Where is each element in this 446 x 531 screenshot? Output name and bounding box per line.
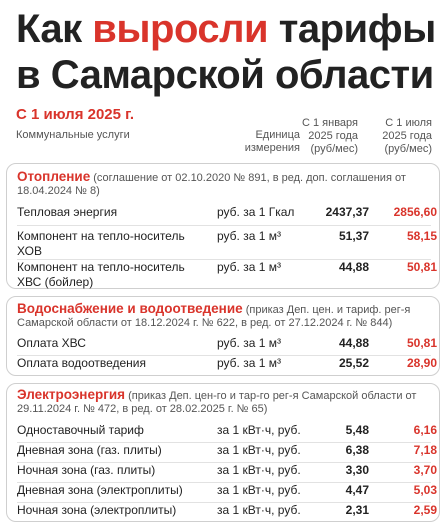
row-label: Дневная зона (электроплиты) [17, 483, 183, 497]
table-row [17, 229, 437, 258]
row-july: 50,81 [406, 260, 437, 274]
table-row [17, 503, 437, 521]
row-january: 2437,37 [325, 205, 369, 219]
title-part2: тарифы в Самарской области [16, 7, 436, 97]
row-january: 44,88 [338, 336, 369, 350]
row-unit: руб. за 1 Гкал [217, 205, 295, 219]
section-name: Отопление [17, 169, 91, 184]
row-july: 2856,60 [393, 205, 437, 219]
row-unit: руб. за 1 м³ [217, 229, 281, 243]
section-note: (приказ Деп. цен-го и тар-го рег-я Самарской области от 29.11.2024 г. № 472, в ред. от 28.02.2025 г. № 65) [17, 390, 417, 415]
row-label: Компонент на тепло-носитель ХВС (бойлер) [17, 260, 185, 289]
row-label: Компонент на тепло-носитель ХОВ [17, 229, 185, 258]
row-july: 6,16 [413, 423, 437, 437]
row-july: 50,81 [406, 336, 437, 350]
row-unit: за 1 кВт·ч, руб. [217, 483, 301, 497]
table-row [17, 483, 437, 501]
section-heading [17, 170, 435, 198]
table-row [17, 463, 437, 481]
row-july: 28,90 [406, 356, 437, 370]
row-unit: за 1 кВт·ч, руб. [217, 423, 301, 437]
table-row [17, 356, 437, 374]
row-july: 2,59 [413, 503, 437, 517]
row-january: 2,31 [345, 503, 369, 517]
row-label: Оплата водоотведения [17, 356, 146, 370]
divider [17, 225, 431, 226]
header-unit: Единица измерения [244, 129, 300, 154]
row-label: Дневная зона (газ. плиты) [17, 443, 162, 457]
row-january: 25,52 [338, 356, 369, 370]
row-label: Ночная зона (электроплиты) [17, 503, 177, 517]
row-january: 44,88 [338, 260, 369, 274]
table-row [17, 336, 437, 354]
row-july: 5,03 [413, 483, 437, 497]
row-january: 3,30 [345, 463, 369, 477]
header-services: Коммунальные услуги [16, 129, 130, 141]
row-unit: за 1 кВт·ч, руб. [217, 503, 301, 517]
row-unit: руб. за 1 м³ [217, 336, 281, 350]
row-label: Одноставочный тариф [17, 423, 144, 437]
section-electricity [6, 383, 440, 522]
row-label: Оплата ХВС [17, 336, 86, 350]
row-unit: руб. за 1 м³ [217, 260, 281, 274]
section-heading [17, 388, 435, 416]
effective-date: С 1 июля 2025 г. [16, 106, 135, 123]
table-row [17, 205, 437, 223]
section-heating [6, 163, 440, 289]
row-unit: руб. за 1 м³ [217, 356, 281, 370]
header-july: С 1 июля 2025 года (руб/мес) [382, 117, 432, 155]
row-january: 5,48 [345, 423, 369, 437]
row-january: 6,38 [345, 443, 369, 457]
title-part1: Как [16, 7, 93, 51]
section-name: Электроэнергия [17, 387, 126, 402]
row-july: 7,18 [413, 443, 437, 457]
header-january: С 1 января 2025 года (руб/мес) [302, 117, 358, 155]
section-note: (соглашение от 02.10.2020 № 891, в ред. доп. соглашения от 18.04.2024 № 8) [17, 172, 406, 197]
row-label: Тепловая энергия [17, 205, 118, 219]
section-note: (приказ Деп. цен. и тариф. рег-я Самарской области от 18.12.2024 г. № 622, в ред. от 27.12.2024 г. № 844) [17, 304, 411, 329]
row-label: Ночная зона (газ. плиты) [17, 463, 156, 477]
row-january: 4,47 [345, 483, 369, 497]
section-water [6, 296, 440, 376]
section-name: Водоснабжение и водоотведение [17, 301, 243, 316]
table-row [17, 423, 437, 441]
table-row [17, 260, 437, 289]
row-unit: за 1 кВт·ч, руб. [217, 463, 301, 477]
row-unit: за 1 кВт·ч, руб. [217, 443, 301, 457]
section-heading [17, 302, 435, 330]
page-title [16, 6, 436, 98]
row-january: 51,37 [338, 229, 369, 243]
row-july: 3,70 [413, 463, 437, 477]
row-july: 58,15 [406, 229, 437, 243]
table-row [17, 443, 437, 461]
title-accent: выросли [92, 7, 269, 51]
